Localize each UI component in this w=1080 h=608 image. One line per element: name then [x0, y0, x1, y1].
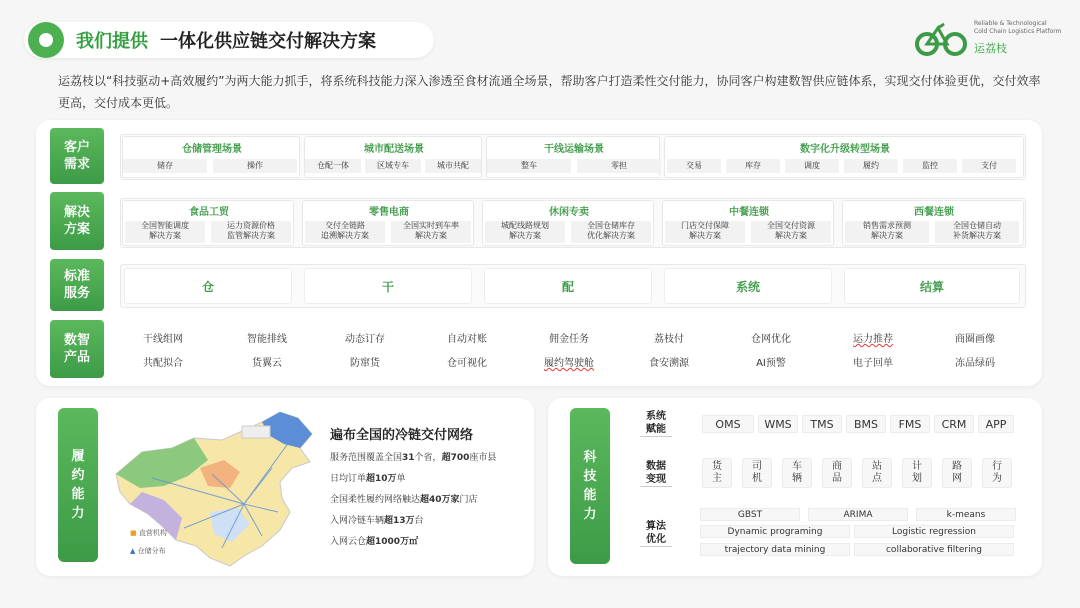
row-label-standard: 标准 服务 [50, 259, 104, 311]
product-item: 佣金任务 [549, 334, 589, 345]
standard-warehouse: 仓 [124, 268, 292, 304]
page-title: 一体化供应链交付解决方案 [160, 31, 376, 52]
data-item: 计 划 [902, 458, 932, 488]
algorithm-item: collaborative filtering [854, 543, 1014, 556]
algorithm-item: trajectory data mining [700, 543, 850, 556]
network-stat-stores: 全国柔性履约网络触达超40万家门店 [330, 495, 478, 505]
tech-label: 科 技 能 力 [570, 408, 610, 564]
title-bullet-icon [28, 22, 64, 58]
fulfillment-panel [36, 398, 534, 576]
algorithm-item: k-means [916, 508, 1016, 521]
warehouse-icon: ▲ [130, 547, 136, 555]
logo-tagline: Reliable & Technological Cold Chain Logistics Platform [974, 20, 1062, 35]
china-map-icon [112, 408, 326, 568]
data-item: 站 点 [862, 458, 892, 488]
legend-warehouse: ▲ 仓储分布 [130, 547, 166, 555]
product-item: 智能排线 [247, 334, 287, 345]
direct-org-icon: ■ [130, 529, 137, 537]
algorithm-item: ARIMA [808, 508, 908, 521]
system-item: FMS [890, 415, 930, 433]
product-item: 履约驾驶舱 [544, 358, 594, 369]
standard-delivery: 配 [484, 268, 652, 304]
product-item: AI预警 [756, 358, 786, 369]
data-monetize-label: 数据 变现 [640, 460, 672, 487]
algorithm-item: GBST [700, 508, 800, 521]
product-item: 商圈画像 [955, 334, 995, 345]
data-item: 行 为 [982, 458, 1012, 488]
solution-group-leisure: 休闲专卖 城配线路规划 解决方案 全国仓储库存 优化解决方案 [482, 200, 654, 246]
data-item: 路 网 [942, 458, 972, 488]
data-item: 货 主 [702, 458, 732, 488]
standard-trunk: 干 [304, 268, 472, 304]
bicycle-logo-icon [914, 18, 968, 58]
customer-group-digital: 数字化升级转型场景 交易 库存 调度 履约 监控 支付 [664, 136, 1024, 178]
network-stat-coverage: 服务范围覆盖全国31个省，超700座市县 [330, 453, 497, 463]
solution-group-western: 西餐连锁 销售需求预测 解决方案 全国仓储自动 补货解决方案 [842, 200, 1024, 246]
row-label-customer: 客户 需求 [50, 128, 104, 184]
data-item: 商 品 [822, 458, 852, 488]
system-enable-label: 系统 赋能 [640, 410, 672, 437]
algorithm-item: Dynamic programing [700, 525, 850, 538]
product-item: 自动对账 [447, 334, 487, 345]
product-item: 电子回单 [853, 358, 893, 369]
product-item: 仓网优化 [751, 334, 791, 345]
algorithm-label: 算法 优化 [640, 520, 672, 547]
product-item: 荔枝付 [654, 334, 684, 345]
logo-name: 运荔枝 [974, 42, 1007, 55]
product-item: 防窜货 [350, 358, 380, 369]
network-stat-vehicles: 入网冷链车辆超13万台 [330, 516, 424, 526]
customer-group-warehouse: 仓储管理场景 储存 操作 [122, 136, 300, 178]
product-item: 仓可视化 [447, 358, 487, 369]
solution-panel [36, 120, 1042, 386]
customer-group-city: 城市配送场景 仓配一体 区域专车 城市共配 [304, 136, 482, 178]
product-item: 食安溯源 [649, 358, 689, 369]
network-title: 遍布全国的冷链交付网络 [330, 428, 474, 443]
title-green: 我们提供 [76, 31, 148, 52]
row-label-solution: 解决 方案 [50, 192, 104, 250]
network-stat-orders: 日均订单超10万单 [330, 474, 406, 484]
system-item: TMS [802, 415, 842, 433]
network-stat-warehouse: 入网云仓超1000万㎡ [330, 537, 419, 547]
algorithm-item: Logistic regression [854, 525, 1014, 538]
system-item: APP [978, 415, 1014, 433]
customer-group-trunk: 干线运输场景 整车 零担 [486, 136, 660, 178]
product-item: 干线组网 [143, 334, 183, 345]
solution-group-chinese: 中餐连锁 门店交付保障 解决方案 全国交付资源 解决方案 [662, 200, 834, 246]
title-bar [24, 22, 434, 58]
data-item: 车 辆 [782, 458, 812, 488]
product-item: 运力推荐 [853, 334, 893, 345]
system-item: OMS [702, 415, 754, 433]
standard-system: 系统 [664, 268, 832, 304]
product-item: 共配拟合 [143, 358, 183, 369]
standard-settlement: 结算 [844, 268, 1020, 304]
brand-logo [914, 18, 1064, 62]
product-item: 冻品绿码 [955, 358, 995, 369]
solution-group-food: 食品工贸 全国智能调度 解决方案 运力资源价格 监管解决方案 [122, 200, 294, 246]
data-item: 司 机 [742, 458, 772, 488]
system-item: BMS [846, 415, 886, 433]
system-item: WMS [758, 415, 798, 433]
system-item: CRM [934, 415, 974, 433]
row-label-products: 数智 产品 [50, 320, 104, 378]
legend-direct: ■ 直营机构 [130, 529, 167, 537]
fulfillment-label: 履 约 能 力 [58, 408, 98, 562]
product-item: 动态订存 [345, 334, 385, 345]
product-item: 货翼云 [252, 358, 282, 369]
tech-panel [548, 398, 1042, 576]
solution-group-retail: 零售电商 交付全链路 追溯解决方案 全国实时到车率 解决方案 [302, 200, 474, 246]
intro-text: 运荔枝以“科技驱动+高效履约”为两大能力抓手，将系统科技能力深入渗透至食材流通全场景，帮助客户打造柔性交付能力，协同客户构建数智供应链体系，实现交付体验更优，交付效率更高，交付成本更低。 [58, 74, 1041, 110]
